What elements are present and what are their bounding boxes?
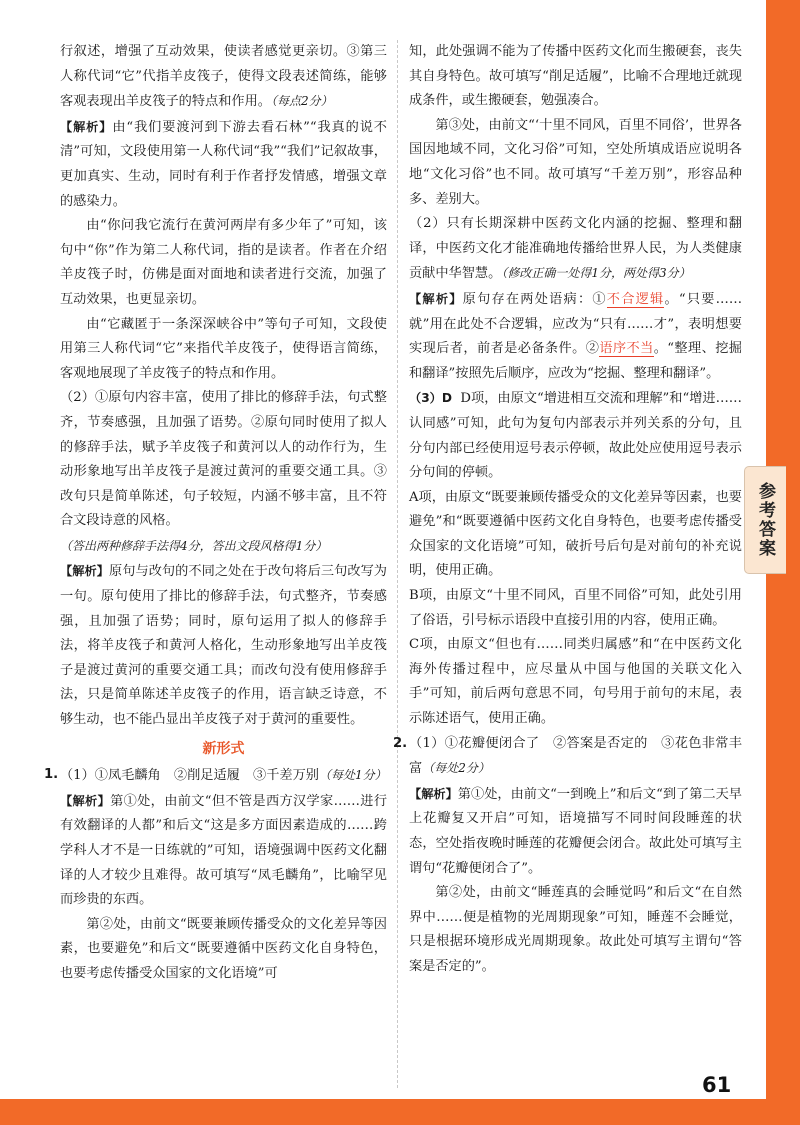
answer-key-side-tab [744,466,786,574]
score-note: （每处1分） [318,768,387,783]
left-paragraph-q1-2: 第②处，由前文“既要兼顾传播受众的文化差异等因素，也要避免”和后文“既要遵循中医药文化自身特色，也要考虑传播受众国家的文化语境”可 [60,916,387,981]
right-column [393,40,743,980]
highlight-error-type: 不合逻辑 [606,291,665,307]
right-paragraph-5: （3）D D项，由原文“增进相互交流和理解”和“增进……认同感”可知，此句为复句内部表示并列关系的分句，且分句内部已经使用逗号表示停顿，故此处应使用逗号表示分句间的停顿。 [409,391,742,481]
right-paragraph-6: A项，由原文“既要兼顾传播受众的文化差异等因素，也要避免”和“既要遵循中医药文化自身特色，也要考虑传播受众国家的文化语境”可知，破折号后句是对前句的补充说明，使用正确。 [409,489,742,579]
analysis-paragraph: 【解析】第①处，由前文“但不管是西方汉学家……进行有效翻译的人都”和后文“这是多方面因素造成的……跨学科人才不是一日练就的”可知，语境强调中医药文化翻译的人才较少且难得。故可填写“凤毛麟角”，比喻罕见而珍贵的东西。 [60,793,388,908]
analysis-paragraph: 【解析】由“我们要渡河到下游去看石林”“我真的说不清”可知，文段使用第一人称代词“我”“我们”记叙故事，更加真实、生动，同时有利于作者抒发情感，增强文章的感染力。 [60,119,387,209]
left-paragraph-5: （2）①原句内容丰富，使用了排比的修辞手法，句式整齐，节奏感强，且加强了语势。②原句同时使用了拟人的修辞手法，赋予羊皮筏子和黄河以人的动作行为，生动形象地写出羊皮筏子是渡过黄河的重要交通工具。③改句只是简单陈述，句子较短，内涵不够丰富，且不符合文段诗意的风格。 （答出两种修辞手法得4分，答出文段风格得1分） [60,390,387,553]
analysis-tag: 【解析】 [60,564,109,579]
section-title: 新形式 [202,740,245,757]
score-note: （每点2分） [271,94,333,109]
score-note: （答出两种修辞手法得4分，答出文段风格得1分） [60,538,328,553]
right-paragraph-q2-2: 第②处，由前文“睡莲真的会睡觉吗”和后文“在自然界中……便是植物的光周期现象”可知，睡莲不会睡觉，只是根据环境形成光周期现象。故此处可填写主谓句“答案是否定的”。 [409,885,742,974]
right-paragraph-2: 第③处，由前文“‘十里不同风，百里不同俗’，世界各国因地域不同，文化习俗”可知，空处所填成语应说明各地“文化习俗”也不同。故可填写“千差万别”，形容品种多、差别大。 [409,117,742,207]
question-2-answer: 2. （1）①花瓣便闭合了 ②答案是否定的 ③花色非常丰富（每处2分） [409,732,742,782]
left-paragraph-3: 由“你问我它流行在黄河两岸有多少年了”可知，该句中“你”作为第二人称代词，指的是读者。作者在介绍羊皮筏子时，仿佛是面对面地和读者进行交流，加强了互动效果，也更显亲切。 [60,218,387,307]
left-paragraph-4: 由“它藏匿于一条深深峡谷中”等句子可知，文段使用第三人称代词“它”来指代羊皮筏子，使得语言简练，客观地展现了羊皮筏子的特点和作用。 [60,316,387,381]
analysis-tag: 【解析】 [60,119,113,134]
column-divider [397,40,399,1088]
analysis-tag: 【解析】 [409,291,463,306]
right-paragraph-7: B项，由原文“十里不同风，百里不同俗”可知，此处引用了俗语，引号标示语段中直接引用的内容，使用正确。 [409,588,742,628]
analysis-paragraph: 【解析】原句存在两处语病：①不合逻辑。“只要……就”用在此处不合逻辑，应改为“只有……才”，表明想要实现后者，前者是必备条件。②语序不当。“整理、挖掘和翻译”按照先后顺序，应改为“挖掘、整理和翻译”。 [409,291,743,381]
score-note: （修改正确一处得1分，两处得3分） [501,266,691,281]
right-paragraph-8: C项，由原文“但也有……同类归属感”和“在中医药文化海外传播过程中，应尽量从中国与他国的关联文化入手”可知，前后两句意思不同，句号用于前句的末尾，表示陈述语气，使用正确。 [409,637,742,727]
question-number: 1. [44,767,59,783]
analysis-paragraph: 【解析】第①处，由前文“一到晚上”和后文“到了第二天早上花瓣复又开启”可知，语境描写不同时间段睡莲的状态，空处指夜晚时睡莲的花瓣便会闭合。故此处可填写主谓句“花瓣便闭合了”。 [409,786,742,876]
page-number: 61 [702,1073,732,1097]
question-number: 2. [393,735,408,751]
side-tab-label: 参考答案 [755,482,775,558]
score-note: （每处2分） [422,761,490,776]
page-border-bottom [0,1099,800,1125]
left-paragraph-1: 行叙述，增强了互动效果，使读者感觉更亲切。③第三人称代词“它”代指羊皮筏子，使得文段表述简练，能够客观表现出羊皮筏子的特点和作用。（每点2分） [60,44,387,110]
answer-label: （3）D [409,391,453,406]
analysis-tag: 【解析】 [60,793,111,808]
analysis-tag: 【解析】 [409,786,458,801]
right-paragraph-3: （2）只有长期深耕中医药文化内涵的挖掘、整理和翻译，中医药文化才能准确地传播给世界人民，为人类健康贡献中华智慧。（修改正确一处得1分，两处得3分） [409,216,742,282]
analysis-paragraph: 【解析】原句与改句的不同之处在于改句将后三句改写为一句。原句使用了排比的修辞手法，句式整齐，节奏感强，且加强了语势；同时，原句运用了拟人的修辞手法，将羊皮筏子和黄河人格化，生动形象地写出羊皮筏子是渡过黄河的重要交通工具；而改句没有使用修辞手法，只是简单陈述羊皮筏子的作用，语言缺乏诗意，不够生动，也不能凸显出羊皮筏子对于黄河的重要性。 [60,564,387,728]
right-paragraph-1: 知，此处强调不能为了传播中医药文化而生搬硬套，丧失其自身特色。故可填写“削足适履”，比喻不合理地迁就现成条件，或生搬硬套，勉强凑合。 [409,44,742,109]
highlight-error-type: 语序不当 [599,341,654,357]
question-1-answer: 1. （1）①凤毛麟角 ②削足适履 ③千差万别（每处1分） [60,763,387,789]
left-column [44,40,388,987]
